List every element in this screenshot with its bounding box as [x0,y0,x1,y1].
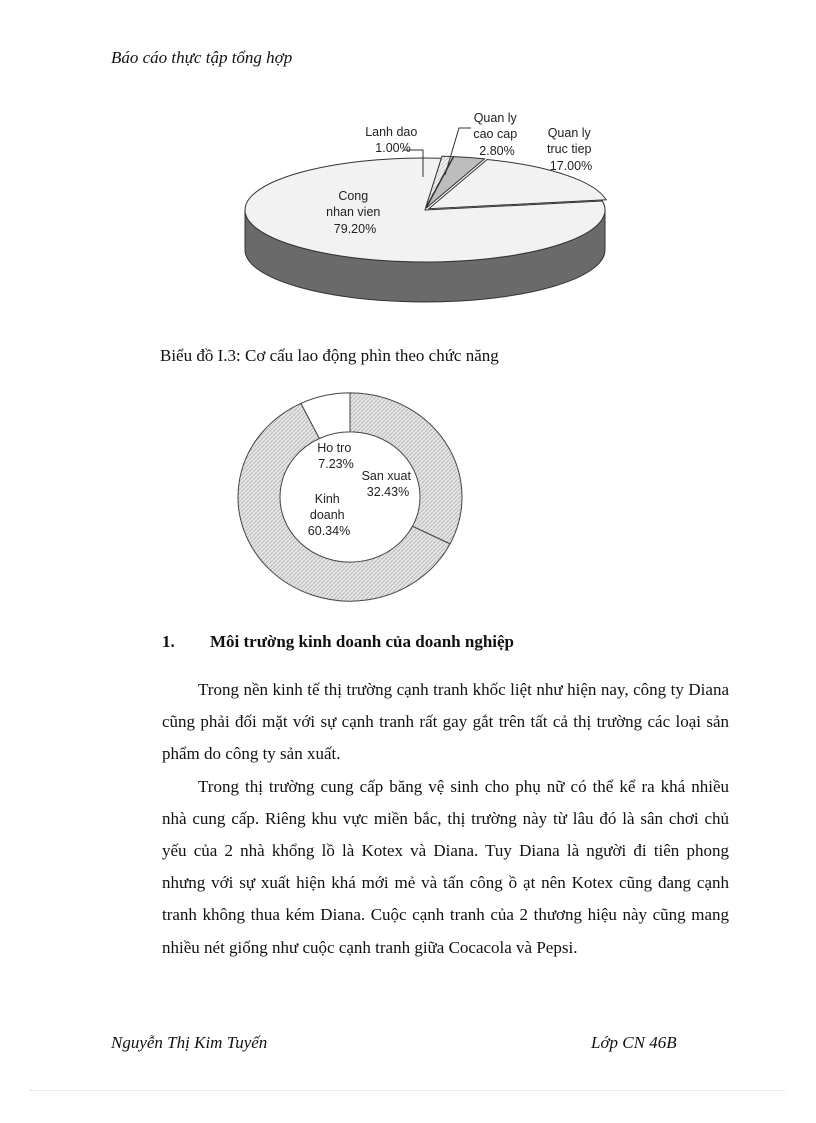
body-text [162,674,729,964]
label-quan-ly-truc-tiep: Quan ly truc tiep 17.00% [547,126,593,173]
pie-chart-3d [225,105,625,305]
label-san-xuat: San xuat 32.43% [361,469,411,499]
chart-caption: Biểu đồ I.3: Cơ cấu lao động phìn theo chức năng [160,346,499,365]
paragraph: Trong thị trường cung cấp băng vệ sinh cho phụ nữ có thể kể ra khá nhiều nhà cung cấp. Riêng khu vực miền bắc, thị trường này từ lâu đó là sân chơi chủ yếu của 2 nhà khổng lồ là Kotex và Diana. Tuy Diana là người đi tiên phong nhưng với sự xuất hiện khá mới mẻ và tấn công ồ ạt nên Kotex cũng đang cạnh tranh không thua kém Diana. Cuộc cạnh tranh của 2 thương hiệu này cũng mang nhiều nét giống như cuộc cạnh tranh giữa Cocacola và Pepsi. [162,776,729,957]
donut-chart [225,392,475,602]
label-lanh-dao: Lanh dao 1.00% [365,125,418,155]
page-header: Báo cáo thực tập tổng hợp [111,48,293,67]
footer-author: Nguyễn Thị Kim Tuyến [111,1033,268,1052]
section-heading [162,632,514,652]
label-ho-tro: Ho tro 7.23% [317,441,354,471]
section-title: Môi trường kinh doanh của doanh nghiệp [210,632,514,651]
paragraph: Trong nền kinh tế thị trường cạnh tranh khốc liệt như hiện nay, công ty Diana cũng phải đối mặt với sự cạnh tranh rất gay gắt trên tất cả thị trường các loại sản phẩm do công ty sản xuất. [162,680,729,764]
label-quan-ly-cao-cap: Quan ly cao cap 2.80% [473,111,518,158]
label-kinh-doanh: Kinh doanh 60.34% [307,492,351,538]
section-number: 1. [162,632,175,651]
footer-class: Lớp CN 46B [591,1033,677,1052]
footer-divider [30,1090,786,1091]
label-cong-nhan-vien: Cong nhan vien 79.20% [326,189,381,236]
